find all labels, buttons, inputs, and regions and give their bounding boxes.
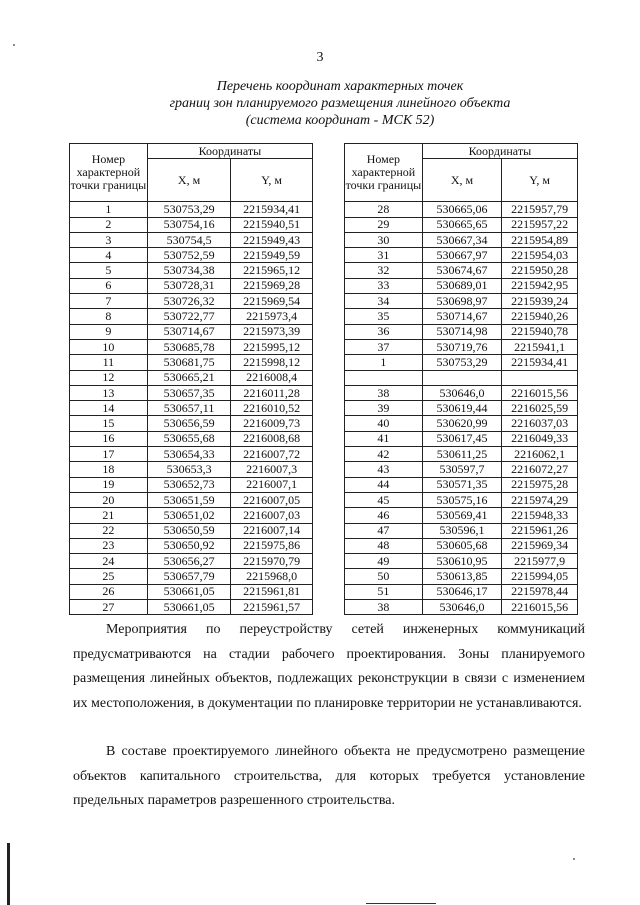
cell-y: 2215969,34 <box>502 538 578 553</box>
cell-y: 2215978,44 <box>502 584 578 599</box>
table-row <box>345 202 578 217</box>
cell-y: 2215961,57 <box>231 600 313 615</box>
table-row <box>345 462 578 477</box>
table-row <box>345 278 578 293</box>
cell-x: 530734,38 <box>147 263 231 278</box>
cell-point-number: 6 <box>70 278 148 293</box>
cell-x: 530667,97 <box>422 248 502 263</box>
paragraph-engineering-networks: Мероприятия по переустройству сетей инженерных коммуникаций предусматриваются на стадии рабочего проектирования. Зоны планируемого размещения линейных объектов, подлежащих реконструкции в связи с изменением их местоположения, в документации по планировке территории не устанавливаются. <box>73 622 585 711</box>
cell-point-number: 32 <box>345 263 423 278</box>
cell-x: 530650,92 <box>147 538 231 553</box>
cell-x: 530651,02 <box>147 508 231 523</box>
cell-point-number: 2 <box>70 217 148 232</box>
cell-point-number: 38 <box>345 385 423 400</box>
table-row <box>70 462 313 477</box>
cell-x: 530657,35 <box>147 385 231 400</box>
cell-x: 530728,31 <box>147 278 231 293</box>
cell-point-number: 44 <box>345 477 423 492</box>
table-row <box>345 477 578 492</box>
cell-y: 2215954,03 <box>502 248 578 263</box>
cell-point-number: 1 <box>70 202 148 217</box>
cell-y: 2215949,59 <box>231 248 313 263</box>
cell-x: 530657,79 <box>147 569 231 584</box>
cell-point-number: 48 <box>345 538 423 553</box>
table-row <box>345 232 578 247</box>
table-row <box>345 584 578 599</box>
table-row <box>345 309 578 324</box>
cell-point-number: 46 <box>345 508 423 523</box>
cell-x: 530753,29 <box>422 355 502 370</box>
cell-x: 530654,33 <box>147 447 231 462</box>
coordinates-table-left <box>69 143 313 615</box>
table-row <box>70 232 313 247</box>
cell-point-number: 1 <box>345 355 423 370</box>
cell-point-number: 8 <box>70 309 148 324</box>
cell-y: 2215957,79 <box>502 202 578 217</box>
cell-point-number: 50 <box>345 569 423 584</box>
cell-y: 2215934,41 <box>231 202 313 217</box>
cell-point-number: 12 <box>70 370 148 385</box>
cell-y: 2215969,54 <box>231 294 313 309</box>
cell-point-number: 27 <box>70 600 148 615</box>
cell-point-number: 5 <box>70 263 148 278</box>
cell-point-number: 30 <box>345 232 423 247</box>
cell-y: 2216009,73 <box>231 416 313 431</box>
table-row <box>345 355 578 370</box>
table-row <box>345 339 578 354</box>
cell-x: 530754,5 <box>147 232 231 247</box>
cell-point-number: 34 <box>345 294 423 309</box>
cell-x: 530597,7 <box>422 462 502 477</box>
cell-x: 530665,21 <box>147 370 231 385</box>
cell-y <box>502 370 578 385</box>
cell-y: 2216008,4 <box>231 370 313 385</box>
table-row <box>70 355 313 370</box>
table-row <box>345 523 578 538</box>
cell-x: 530754,16 <box>147 217 231 232</box>
cell-point-number: 16 <box>70 431 148 446</box>
cell-y: 2215998,12 <box>231 355 313 370</box>
title-line-2: границ зон планируемого размещения линейного объекта <box>169 96 511 111</box>
cell-y: 2216007,14 <box>231 523 313 538</box>
cell-x: 530571,35 <box>422 477 502 492</box>
table-row <box>345 217 578 232</box>
table-row <box>70 217 313 232</box>
cell-x <box>422 370 502 385</box>
cell-y: 2216007,3 <box>231 462 313 477</box>
table-row <box>70 370 313 385</box>
cell-point-number: 21 <box>70 508 148 523</box>
cell-x: 530619,44 <box>422 401 502 416</box>
cell-point-number: 36 <box>345 324 423 339</box>
cell-x: 530722,77 <box>147 309 231 324</box>
header-point-number: Номер характерной точки границы <box>70 144 148 202</box>
header-y: Y, м <box>502 159 578 202</box>
cell-point-number: 40 <box>345 416 423 431</box>
table-body-left <box>70 202 313 615</box>
table-row <box>70 294 313 309</box>
cell-x: 530674,67 <box>422 263 502 278</box>
cell-y: 2216062,1 <box>502 447 578 462</box>
cell-point-number: 14 <box>70 401 148 416</box>
cell-point-number: 33 <box>345 278 423 293</box>
cell-x: 530569,41 <box>422 508 502 523</box>
table-row <box>70 263 313 278</box>
table-row <box>70 584 313 599</box>
table-row <box>70 477 313 492</box>
cell-y: 2216015,56 <box>502 600 578 615</box>
cell-point-number: 11 <box>70 355 148 370</box>
cell-y: 2216010,52 <box>231 401 313 416</box>
cell-y: 2215948,33 <box>502 508 578 523</box>
table-row <box>345 324 578 339</box>
cell-x: 530753,29 <box>147 202 231 217</box>
cell-x: 530575,16 <box>422 492 502 507</box>
cell-point-number: 38 <box>345 600 423 615</box>
table-row <box>70 385 313 400</box>
cell-y: 2215977,9 <box>502 554 578 569</box>
document-title <box>120 78 560 129</box>
coordinates-table-right <box>344 143 578 615</box>
table-row <box>70 569 313 584</box>
header-point-number: Номер характерной точки границы <box>345 144 423 202</box>
cell-x: 530665,06 <box>422 202 502 217</box>
table-row <box>345 401 578 416</box>
cell-y: 2216008,68 <box>231 431 313 446</box>
table-row <box>345 538 578 553</box>
table-row <box>70 600 313 615</box>
table-row <box>70 278 313 293</box>
page-number: 3 <box>316 50 324 65</box>
title-line-3: (система координат - МСК 52) <box>245 113 435 128</box>
cell-point-number: 10 <box>70 339 148 354</box>
cell-x: 530652,73 <box>147 477 231 492</box>
header-coordinates: Координаты <box>147 144 312 159</box>
table-row <box>70 248 313 263</box>
cell-point-number: 28 <box>345 202 423 217</box>
cell-y: 2215940,78 <box>502 324 578 339</box>
cell-x: 530689,01 <box>422 278 502 293</box>
cell-y: 2216025,59 <box>502 401 578 416</box>
cell-point-number: 24 <box>70 554 148 569</box>
table-row <box>345 508 578 523</box>
cell-y: 2215973,39 <box>231 324 313 339</box>
cell-y: 2215942,95 <box>502 278 578 293</box>
table-row <box>70 431 313 446</box>
table-row <box>70 324 313 339</box>
cell-y: 2215975,86 <box>231 538 313 553</box>
cell-y: 2215961,26 <box>502 523 578 538</box>
cell-point-number: 37 <box>345 339 423 354</box>
table-row <box>70 538 313 553</box>
cell-y: 2215995,12 <box>231 339 313 354</box>
cell-x: 530653,3 <box>147 462 231 477</box>
table-row <box>345 554 578 569</box>
cell-point-number: 13 <box>70 385 148 400</box>
table-row <box>70 447 313 462</box>
cell-x: 530714,67 <box>422 309 502 324</box>
table-row <box>345 385 578 400</box>
cell-y: 2215961,81 <box>231 584 313 599</box>
table-row <box>70 202 313 217</box>
cell-y: 2215968,0 <box>231 569 313 584</box>
cell-y: 2216007,72 <box>231 447 313 462</box>
cell-point-number: 23 <box>70 538 148 553</box>
cell-x: 530685,78 <box>147 339 231 354</box>
table-row <box>70 416 313 431</box>
table-body-right <box>345 202 578 615</box>
cell-point-number: 49 <box>345 554 423 569</box>
cell-point-number: 4 <box>70 248 148 263</box>
cell-y: 2215970,79 <box>231 554 313 569</box>
cell-point-number: 9 <box>70 324 148 339</box>
cell-x: 530620,99 <box>422 416 502 431</box>
table-row <box>345 492 578 507</box>
table-row <box>70 309 313 324</box>
cell-point-number: 17 <box>70 447 148 462</box>
cell-point-number: 47 <box>345 523 423 538</box>
cell-point-number: 26 <box>70 584 148 599</box>
header-coordinates: Координаты <box>422 144 577 159</box>
table-row <box>70 523 313 538</box>
header-y: Y, м <box>231 159 313 202</box>
cell-point-number: 3 <box>70 232 148 247</box>
table-row <box>345 431 578 446</box>
cell-x: 530714,67 <box>147 324 231 339</box>
cell-point-number: 25 <box>70 569 148 584</box>
table-row <box>70 492 313 507</box>
cell-x: 530655,68 <box>147 431 231 446</box>
cell-point-number <box>345 370 423 385</box>
cell-y: 2216015,56 <box>502 385 578 400</box>
table-row <box>345 263 578 278</box>
cell-y: 2215957,22 <box>502 217 578 232</box>
cell-x: 530665,65 <box>422 217 502 232</box>
cell-x: 530650,59 <box>147 523 231 538</box>
cell-y: 2216037,03 <box>502 416 578 431</box>
cell-x: 530646,0 <box>422 600 502 615</box>
cell-y: 2215940,51 <box>231 217 313 232</box>
title-line-1: Перечень координат характерных точек <box>216 79 464 94</box>
cell-x: 530646,17 <box>422 584 502 599</box>
cell-y: 2216011,28 <box>231 385 313 400</box>
cell-x: 530752,59 <box>147 248 231 263</box>
cell-point-number: 41 <box>345 431 423 446</box>
table-row <box>70 508 313 523</box>
cell-point-number: 31 <box>345 248 423 263</box>
cell-y: 2215994,05 <box>502 569 578 584</box>
cell-x: 530617,45 <box>422 431 502 446</box>
cell-y: 2215939,24 <box>502 294 578 309</box>
header-x: X, м <box>422 159 502 202</box>
cell-point-number: 51 <box>345 584 423 599</box>
cell-x: 530646,0 <box>422 385 502 400</box>
cell-x: 530714,98 <box>422 324 502 339</box>
table-row <box>70 339 313 354</box>
cell-point-number: 45 <box>345 492 423 507</box>
cell-x: 530656,59 <box>147 416 231 431</box>
cell-point-number: 22 <box>70 523 148 538</box>
table-row <box>345 600 578 615</box>
cell-x: 530698,97 <box>422 294 502 309</box>
cell-x: 530681,75 <box>147 355 231 370</box>
cell-x: 530611,25 <box>422 447 502 462</box>
table-row <box>70 401 313 416</box>
cell-point-number: 35 <box>345 309 423 324</box>
cell-x: 530657,11 <box>147 401 231 416</box>
cell-y: 2216007,1 <box>231 477 313 492</box>
table-row <box>345 370 578 385</box>
cell-x: 530651,59 <box>147 492 231 507</box>
cell-point-number: 29 <box>345 217 423 232</box>
cell-point-number: 15 <box>70 416 148 431</box>
cell-point-number: 19 <box>70 477 148 492</box>
margin-binding-mark <box>7 843 10 905</box>
cell-y: 2216072,27 <box>502 462 578 477</box>
table-row <box>345 416 578 431</box>
bottom-rule <box>366 903 436 904</box>
cell-x: 530610,95 <box>422 554 502 569</box>
cell-x: 530656,27 <box>147 554 231 569</box>
cell-point-number: 39 <box>345 401 423 416</box>
header-x: X, м <box>147 159 231 202</box>
cell-x: 530661,05 <box>147 600 231 615</box>
cell-x: 530719,76 <box>422 339 502 354</box>
cell-point-number: 42 <box>345 447 423 462</box>
cell-y: 2215973,4 <box>231 309 313 324</box>
cell-y: 2216007,03 <box>231 508 313 523</box>
cell-y: 2216007,05 <box>231 492 313 507</box>
cell-y: 2215949,43 <box>231 232 313 247</box>
cell-point-number: 7 <box>70 294 148 309</box>
cell-y: 2216049,33 <box>502 431 578 446</box>
cell-point-number: 43 <box>345 462 423 477</box>
cell-y: 2215969,28 <box>231 278 313 293</box>
cell-x: 530605,68 <box>422 538 502 553</box>
cell-x: 530726,32 <box>147 294 231 309</box>
cell-x: 530596,1 <box>422 523 502 538</box>
paragraph-capital-construction: В составе проектируемого линейного объекта не предусмотрено размещение объектов капитального строительства, для которых требуется установление предельных параметров разрешенного строительства. <box>73 744 585 809</box>
table-row <box>345 248 578 263</box>
table-row <box>345 447 578 462</box>
cell-y: 2215941,1 <box>502 339 578 354</box>
cell-point-number: 20 <box>70 492 148 507</box>
cell-x: 530667,34 <box>422 232 502 247</box>
cell-y: 2215965,12 <box>231 263 313 278</box>
cell-x: 530661,05 <box>147 584 231 599</box>
cell-y: 2215934,41 <box>502 355 578 370</box>
table-row <box>345 294 578 309</box>
cell-y: 2215975,28 <box>502 477 578 492</box>
cell-x: 530613,85 <box>422 569 502 584</box>
table-row <box>345 569 578 584</box>
scan-speck <box>13 44 15 46</box>
cell-y: 2215974,29 <box>502 492 578 507</box>
scan-speck <box>573 858 575 860</box>
cell-y: 2215950,28 <box>502 263 578 278</box>
table-row <box>70 554 313 569</box>
cell-point-number: 18 <box>70 462 148 477</box>
cell-y: 2215954,89 <box>502 232 578 247</box>
cell-y: 2215940,26 <box>502 309 578 324</box>
